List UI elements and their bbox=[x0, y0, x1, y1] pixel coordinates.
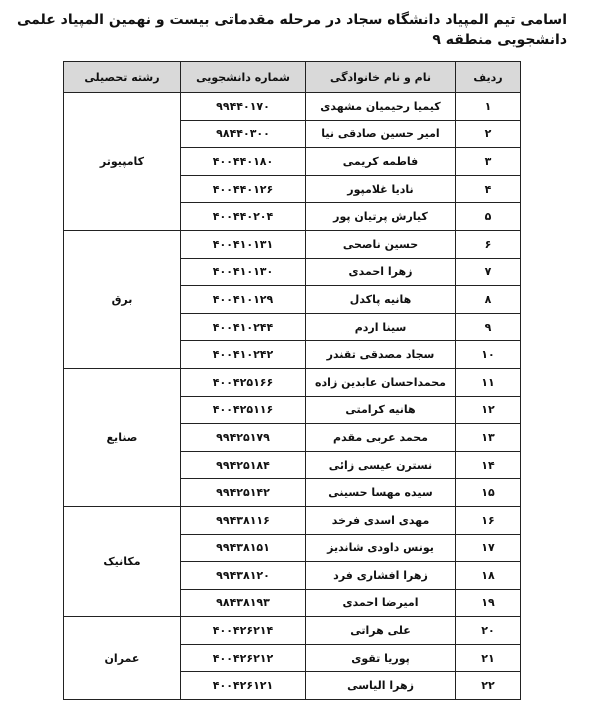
row-number: ۶ bbox=[456, 230, 521, 258]
student-name: هانیه پاکدل bbox=[306, 286, 456, 314]
row-number: ۲۰ bbox=[456, 617, 521, 645]
table-row bbox=[64, 506, 521, 534]
header-student-id: شماره دانشجویی bbox=[181, 62, 306, 93]
student-name: هانیه کرامتی bbox=[306, 396, 456, 424]
student-id: ۴۰۰۴۱۰۲۴۴ bbox=[181, 313, 306, 341]
student-id: ۴۰۰۴۲۶۲۱۲ bbox=[181, 644, 306, 672]
student-id: ۹۹۴۲۵۱۷۹ bbox=[181, 424, 306, 452]
row-number: ۲ bbox=[456, 120, 521, 148]
student-name: کیارش پرتیان پور bbox=[306, 203, 456, 231]
student-name: زهرا احمدی bbox=[306, 258, 456, 286]
student-name: مهدی اسدی فرخد bbox=[306, 506, 456, 534]
row-number: ۴ bbox=[456, 175, 521, 203]
student-id: ۹۹۴۳۸۱۱۶ bbox=[181, 506, 306, 534]
student-name: سینا اردم bbox=[306, 313, 456, 341]
table-row bbox=[64, 368, 521, 396]
header-row-number: ردیف bbox=[456, 62, 521, 93]
student-name: زهرا الیاسی bbox=[306, 672, 456, 700]
table-header-row bbox=[64, 62, 521, 93]
header-field-of-study: رشته تحصیلی bbox=[64, 62, 181, 93]
student-id: ۹۹۴۳۸۱۵۱ bbox=[181, 534, 306, 562]
row-number: ۹ bbox=[456, 313, 521, 341]
student-name: محمد عربی مقدم bbox=[306, 424, 456, 452]
student-name: سیده مهسا حسینی bbox=[306, 479, 456, 507]
student-name: نادیا غلامپور bbox=[306, 175, 456, 203]
student-id: ۴۰۰۴۱۰۱۳۱ bbox=[181, 230, 306, 258]
student-id: ۹۹۴۳۸۱۲۰ bbox=[181, 562, 306, 590]
student-id: ۴۰۰۴۴۰۱۲۶ bbox=[181, 175, 306, 203]
row-number: ۵ bbox=[456, 203, 521, 231]
field-of-study: برق bbox=[64, 230, 181, 368]
student-name: پوریا تقوی bbox=[306, 644, 456, 672]
student-name: امیرضا احمدی bbox=[306, 589, 456, 617]
row-number: ۲۱ bbox=[456, 644, 521, 672]
table-row bbox=[64, 617, 521, 645]
student-id: ۴۰۰۴۱۰۱۳۰ bbox=[181, 258, 306, 286]
row-number: ۱۹ bbox=[456, 589, 521, 617]
row-number: ۷ bbox=[456, 258, 521, 286]
page-title: اسامی تیم المپیاد دانشگاه سجاد در مرحله مقدماتی بیست و نهمین المپیاد علمی دانشجویی منطقه ۹ bbox=[16, 12, 567, 48]
student-id: ۹۹۴۴۰۱۷۰ bbox=[181, 93, 306, 121]
student-name: یونس داودی شاندیز bbox=[306, 534, 456, 562]
student-id: ۴۰۰۴۱۰۲۴۲ bbox=[181, 341, 306, 369]
student-name: فاطمه کریمی bbox=[306, 148, 456, 176]
table-row bbox=[64, 93, 521, 121]
row-number: ۱۸ bbox=[456, 562, 521, 590]
student-id: ۹۹۴۲۵۱۴۲ bbox=[181, 479, 306, 507]
table-row bbox=[64, 230, 521, 258]
table-body bbox=[64, 93, 521, 700]
row-number: ۱ bbox=[456, 93, 521, 121]
student-id: ۴۰۰۴۲۵۱۶۶ bbox=[181, 368, 306, 396]
row-number: ۱۰ bbox=[456, 341, 521, 369]
row-number: ۱۳ bbox=[456, 424, 521, 452]
student-name: محمداحسان عابدین زاده bbox=[306, 368, 456, 396]
row-number: ۳ bbox=[456, 148, 521, 176]
row-number: ۲۲ bbox=[456, 672, 521, 700]
row-number: ۱۶ bbox=[456, 506, 521, 534]
row-number: ۱۷ bbox=[456, 534, 521, 562]
student-name: زهرا افشاری فرد bbox=[306, 562, 456, 590]
student-name: علی هراتی bbox=[306, 617, 456, 645]
student-id: ۹۸۴۴۰۳۰۰ bbox=[181, 120, 306, 148]
row-number: ۱۲ bbox=[456, 396, 521, 424]
student-name: نسترن عیسی زائی bbox=[306, 451, 456, 479]
student-id: ۴۰۰۴۲۶۱۲۱ bbox=[181, 672, 306, 700]
row-number: ۱۱ bbox=[456, 368, 521, 396]
olympiad-team-table bbox=[63, 61, 521, 700]
field-of-study: کامپیوتر bbox=[64, 93, 181, 231]
student-id: ۴۰۰۴۲۶۲۱۴ bbox=[181, 617, 306, 645]
student-id: ۴۰۰۴۴۰۱۸۰ bbox=[181, 148, 306, 176]
row-number: ۱۴ bbox=[456, 451, 521, 479]
student-name: سجاد مصدقی تقندر bbox=[306, 341, 456, 369]
student-id: ۴۰۰۴۱۰۱۲۹ bbox=[181, 286, 306, 314]
student-name: امیر حسین صادقی نیا bbox=[306, 120, 456, 148]
row-number: ۱۵ bbox=[456, 479, 521, 507]
student-id: ۹۹۴۲۵۱۸۴ bbox=[181, 451, 306, 479]
student-id: ۹۸۴۳۸۱۹۳ bbox=[181, 589, 306, 617]
row-number: ۸ bbox=[456, 286, 521, 314]
field-of-study: عمران bbox=[64, 617, 181, 700]
student-id: ۴۰۰۴۴۰۲۰۴ bbox=[181, 203, 306, 231]
student-name: کیمیا رحیمیان مشهدی bbox=[306, 93, 456, 121]
field-of-study: مکانیک bbox=[64, 506, 181, 616]
field-of-study: صنایع bbox=[64, 368, 181, 506]
header-full-name: نام و نام خانوادگی bbox=[306, 62, 456, 93]
student-name: حسین ناصحی bbox=[306, 230, 456, 258]
student-id: ۴۰۰۴۲۵۱۱۶ bbox=[181, 396, 306, 424]
